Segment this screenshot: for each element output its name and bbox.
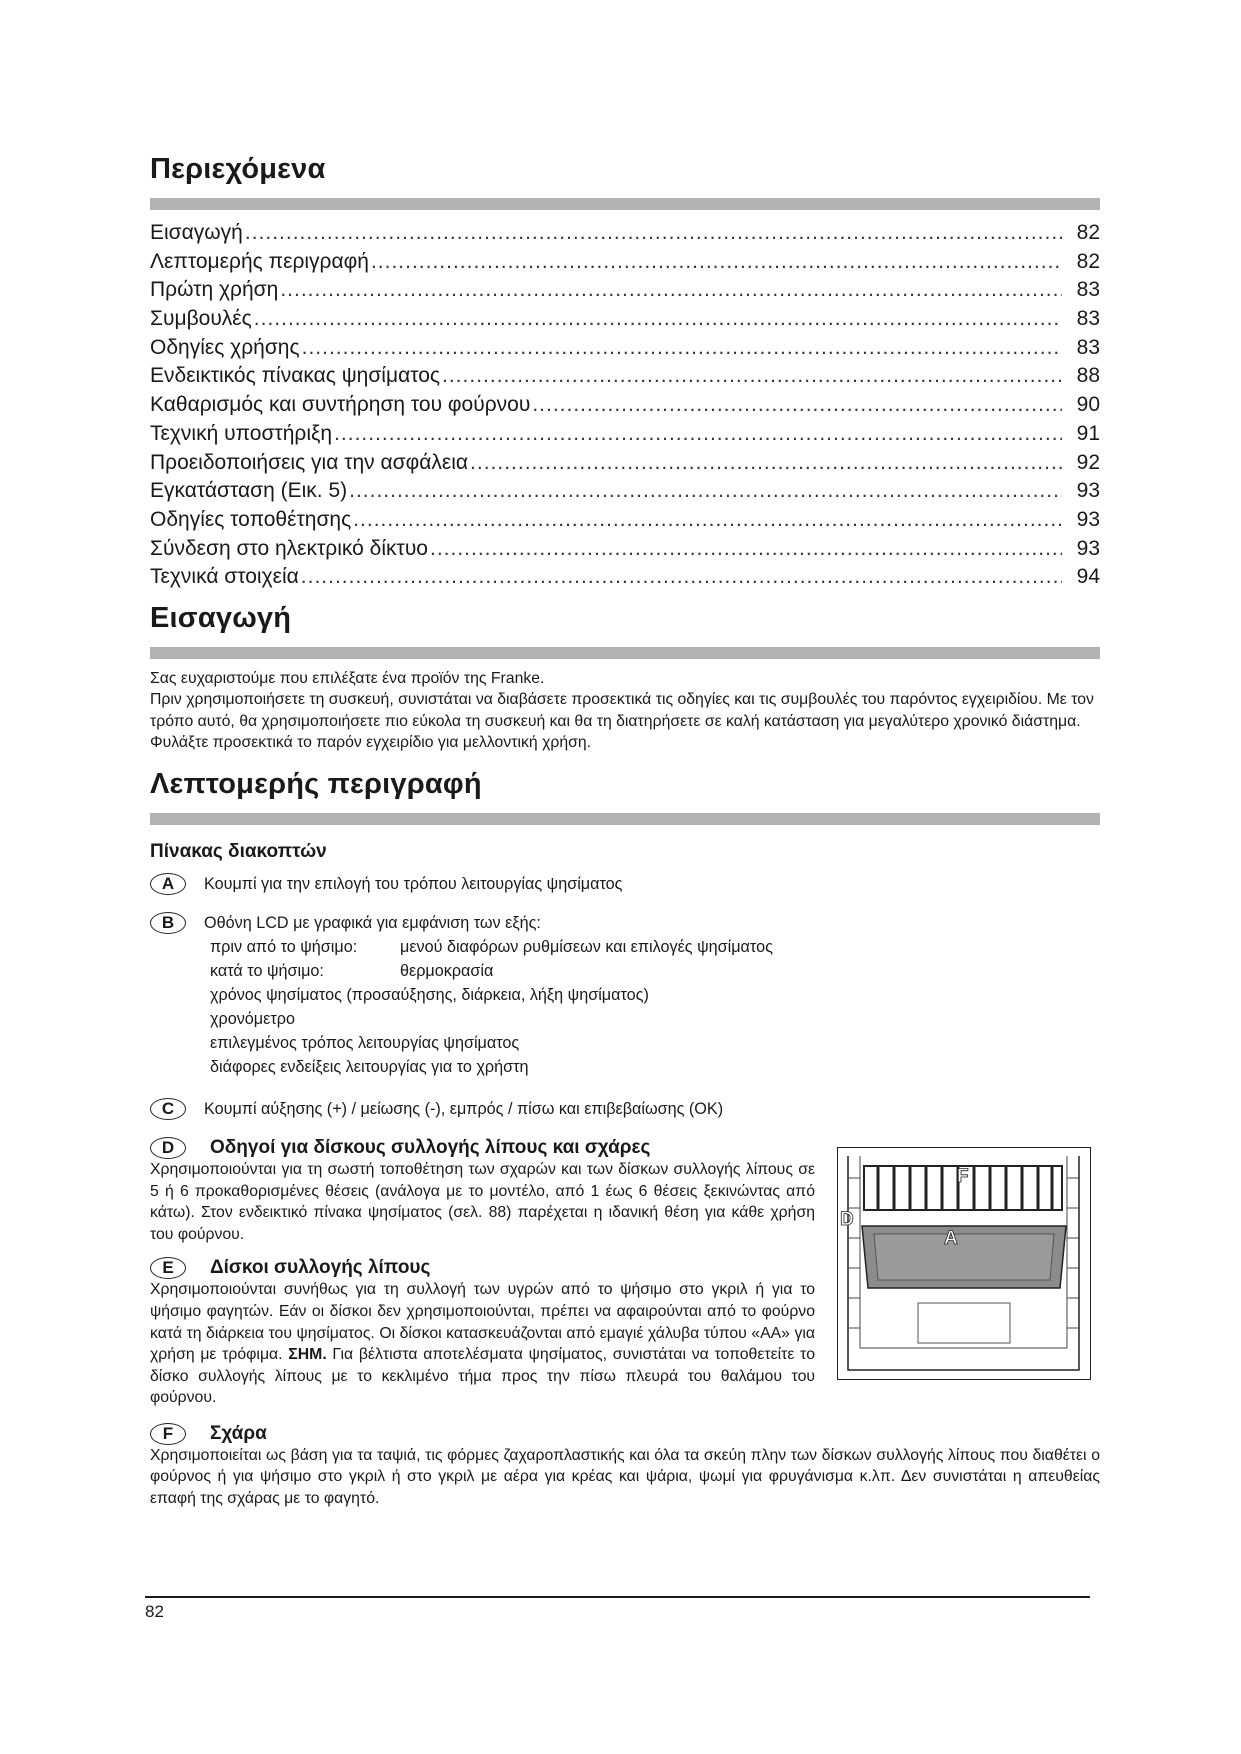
intro-line-1: Σας ευχαριστούμε που επιλέξατε ένα προϊόν της Franke. [150, 669, 545, 687]
toc-entry[interactable]: Λεπτομερής περιγραφή ..... 82 [150, 248, 1100, 277]
toc-list [150, 219, 1100, 592]
figure-label-f: F [957, 1166, 969, 1187]
section-d-heading [150, 1137, 815, 1159]
section-f-title: Σχάρα [210, 1422, 267, 1444]
section-e-text: Χρησιμοποιούνται συνήθως για τη συλλογή των υγρών από το ψήσιμο στο γκριλ ή για το ψήσιμο φαγητών. Εάν οι δίσκοι δεν χρησιμοποιούνται, πρέπει να αφαιρούνται από το φούρνο κατά τη διάρκεια του ψησίματος. Οι δίσκοι κατασκευάζονται από εμαγιέ χάλυβα τύπου «AA» για χρήση με τρόφιμα. ΣΗΜ. Για βέλτιστα αποτελέσματα ψησίματος, συνιστάται να τοποθετείτε το δίσκο συλλογής λίπους με το κεκλιμένο τήμα προς την πίσω πλευρά του θαλάμου του φούρνου. [150, 1281, 815, 1407]
intro-line-2: Πριν χρησιμοποιήσετε τη συσκευή, συνιστάται να διαβάσετε προσεκτικά τις οδηγίες και τις συμβουλές του παρόντος εγχειριδίου. Με τον τρόπο αυτό, θα χρησιμοποιήσετε πιο εύκολα τη συσκευή και θα τη διατηρήσετε σε καλή κατάσταση για μεγαλύτερο χρονικό διάστημα. Φυλάξτε προσεκτικά το παρόν εγχειρίδιο για μελλοντική χρήση. [150, 691, 1094, 752]
lcd-before-value: μενού διαφόρων ρυθμίσεων και επιλογές ψησίματος [400, 937, 773, 956]
toc-entry[interactable]: Τεχνικά στοιχεία ..... 94 [150, 563, 1100, 592]
toc-entry[interactable]: Πρώτη χρήση ..... 83 [150, 276, 1100, 305]
page-number: 82 [145, 1602, 164, 1621]
lcd-before-label: πριν από το ψήσιμο: [210, 937, 358, 956]
section-f-text: Χρησιμοποιείται ως βάση για τα ταψιά, τις φόρμες ζαχαροπλαστικής και όλα τα σκεύη πλην των δίσκων συλλογής λίπους που διαθέτει ο φούρνος ή για ψήσιμο στο γκριλ ή στο γκριλ με αέρα για κρέας και ψάρια, ψωμί για φρυγάνισμα κ.λπ. Δεν συνιστάται η απευθείας επαφή της σχάρας με το φαγητό. [150, 1446, 1100, 1508]
figure-label-d: D [840, 1209, 854, 1230]
section-d-title: Οδηγοί για δίσκους συλλογής λίπους και σχάρες [210, 1136, 651, 1158]
item-b-text: Οθόνη LCD με γραφικά για εμφάνιση των εξής: [204, 913, 541, 932]
toc-entry[interactable]: Τεχνική υποστήριξη ..... 91 [150, 420, 1100, 449]
toc-title: Περιεχόμενα [150, 153, 326, 185]
toc-entry[interactable]: Εγκατάσταση (Εικ. 5) ..... 93 [150, 477, 1100, 506]
badge-a: A [150, 873, 186, 895]
intro-divider [150, 647, 1100, 659]
detail-divider [150, 813, 1100, 825]
section-f [150, 1423, 1100, 1510]
lcd-features [210, 935, 1100, 1079]
toc-entry[interactable]: Προειδοποιήσεις για την ασφάλεια ..... 92 [150, 449, 1100, 478]
toc-entry[interactable]: Συμβουλές ..... 83 [150, 305, 1100, 334]
toc-divider [150, 198, 1100, 210]
lcd-line-5: επιλεγμένος τρόπος λειτουργίας ψησίματος [210, 1033, 520, 1052]
toc-entry[interactable]: Καθαρισμός και συντήρηση του φούρνου ..... 90 [150, 391, 1100, 420]
item-b [150, 912, 1100, 935]
figure-label-a: A [944, 1228, 958, 1249]
intro-title: Εισαγωγή [150, 601, 292, 634]
note-label: ΣΗΜ. [288, 1346, 327, 1364]
note-text: Για βέλτιστα αποτελέσματα ψησίματος, συνιστάται να τοποθετείτε το δίσκο συλλογής λίπους με το κεκλιμένο τήμα προς την πίσω πλευρά του θαλάμου του φούρνου. [150, 1346, 815, 1407]
oven-figure [837, 1147, 1091, 1380]
lcd-line-6: διάφορες ενδείξεις λειτουργίας για το χρήστη [210, 1057, 529, 1076]
panel-title: Πίνακας διακοπτών [150, 840, 327, 862]
lcd-during-value: θερμοκρασία [400, 961, 494, 980]
section-d [150, 1137, 815, 1409]
badge-f: F [150, 1423, 186, 1445]
section-e-heading [150, 1257, 815, 1279]
lcd-line-4: χρονόμετρο [210, 1009, 295, 1028]
toc-entry[interactable]: Εισαγωγή ..... 82 [150, 219, 1100, 248]
toc-entry[interactable]: Σύνδεση στο ηλεκτρικό δίκτυο ..... 93 [150, 535, 1100, 564]
section-d-text: Χρησιμοποιούνται για τη σωστή τοποθέτηση των σχαρών και των δίσκων συλλογής λίπους σε 5 ή 6 προκαθορισμένες θέσεις (ανάλογα με το μοντέλο, από 1 έως 6 θέσεις ξεκινώντας από κάτω). Στον ενδεικτικό πίνακα ψησίματος (σελ. 88) παρέχεται η ιδανική θέση για κάθε χρήση του φούρνου. [150, 1160, 815, 1243]
footer-rule [145, 1596, 1090, 1598]
badge-c: C [150, 1098, 186, 1120]
lcd-line-3: χρόνος ψησίματος (προσαύξησης, διάρκεια, λήξη ψησίματος) [210, 985, 649, 1004]
badge-e: E [150, 1257, 186, 1279]
toc-entry[interactable]: Οδηγίες χρήσης ..... 83 [150, 334, 1100, 363]
badge-d: D [150, 1137, 186, 1159]
item-a [150, 873, 1100, 896]
item-c [150, 1098, 1100, 1121]
oven-illustration [838, 1148, 1089, 1378]
section-f-heading [150, 1423, 1100, 1445]
toc-entry[interactable]: Ενδεικτικός πίνακας ψησίματος ..... 88 [150, 362, 1100, 391]
detail-title: Λεπτομερής περιγραφή [150, 767, 482, 800]
item-a-text: Κουμπί για την επιλογή του τρόπου λειτουργίας ψησίματος [204, 874, 623, 893]
badge-b: B [150, 912, 186, 934]
section-e-title: Δίσκοι συλλογής λίπους [210, 1257, 431, 1279]
lcd-during-label: κατά το ψήσιμο: [210, 961, 324, 980]
toc-entry[interactable]: Οδηγίες τοποθέτησης ..... 93 [150, 506, 1100, 535]
item-c-text: Κουμπί αύξησης (+) / μείωσης (-), εμπρός / πίσω και επιβεβαίωσης (OK) [204, 1099, 724, 1118]
